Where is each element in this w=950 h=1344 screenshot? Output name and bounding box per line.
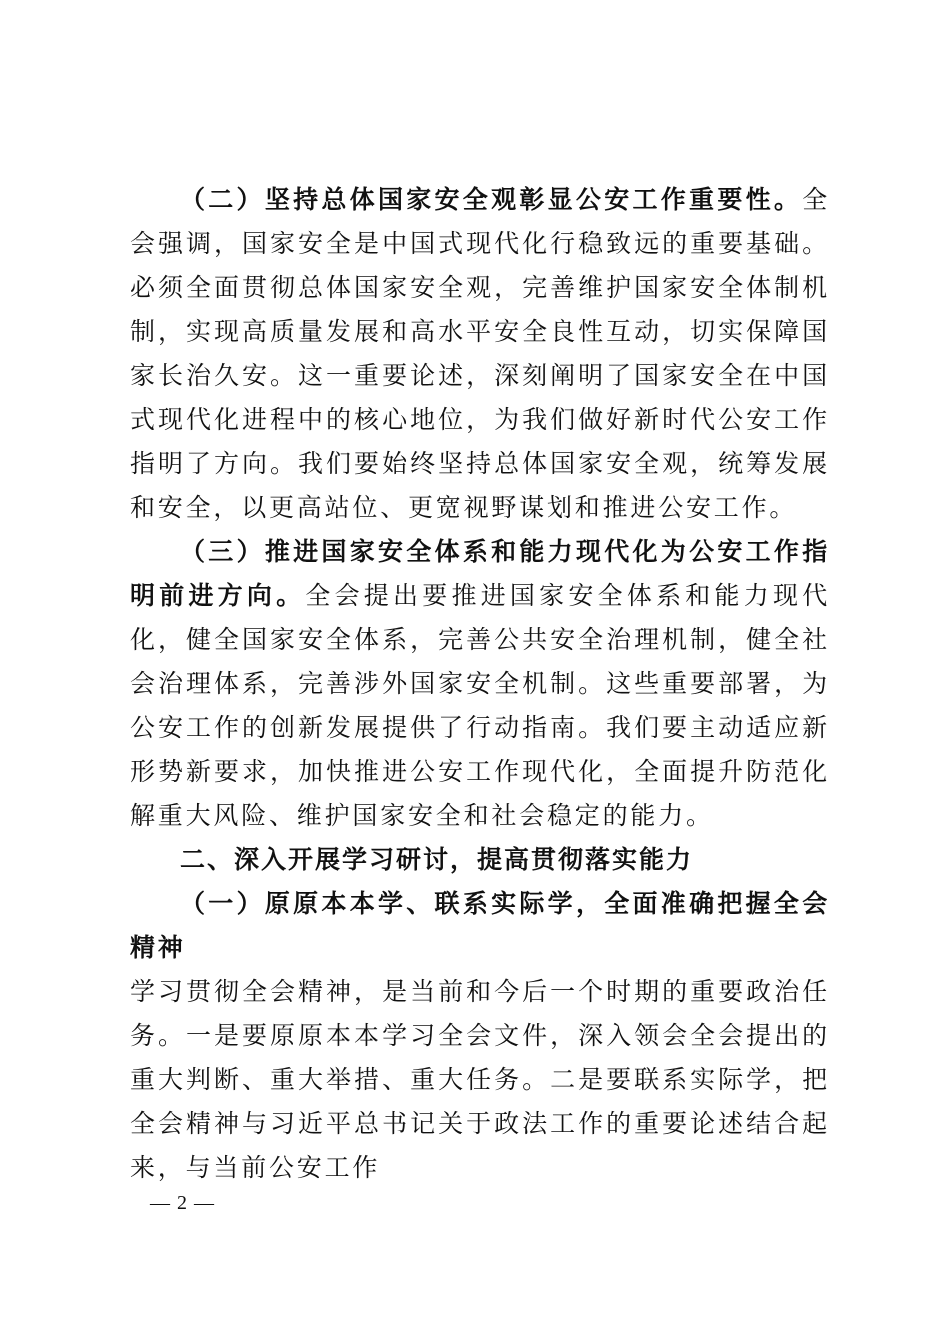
paragraph-national-security-outlook (130, 178, 830, 530)
chapter-heading: 二、深入开展学习研讨，提高贯彻落实能力 (180, 845, 694, 874)
document-body (130, 178, 830, 1190)
subheading-modernization: （三）推进国家安全体系和能力现代化为公安工作指明前进方向。 (130, 537, 830, 610)
paragraph-study (130, 882, 830, 970)
subheading-study: （一）原原本本学、联系实际学，全面准确把握全会精神 (130, 889, 830, 962)
paragraph-study-body: 学习贯彻全会精神，是当前和今后一个时期的重要政治任务。一是要原原本本学习全会文件，深入领会全会提出的重大判断、重大举措、重大任务。二是要联系实际学，把全会精神与习近平总书记关于政法工作的重要论述结合起来，与当前公安工作 (130, 977, 830, 1182)
page-number: — 2 — (150, 1192, 215, 1214)
subheading-national-security-outlook: （二）坚持总体国家安全观彰显公安工作重要性。 (180, 185, 803, 214)
paragraph-text: 全会强调，国家安全是中国式现代化行稳致远的重要基础。必须全面贯彻总体国家安全观，完善维护国家安全体制机制，实现高质量发展和高水平安全良性互动，切实保障国家长治久安。这一重要论述，深刻阐明了国家安全在中国式现代化进程中的核心地位，为我们做好新时代公安工作指明了方向。我们要始终坚持总体国家安全观，统筹发展和安全，以更高站位、更宽视野谋划和推进公安工作。 (130, 185, 830, 522)
paragraph-modernization (130, 530, 830, 838)
paragraph-text: 全会提出要推进国家安全体系和能力现代化，健全国家安全体系，完善公共安全治理机制，健全社会治理体系，完善涉外国家安全机制。这些重要部署，为公安工作的创新发展提供了行动指南。我们要主动适应新形势新要求，加快推进公安工作现代化，全面提升防范化解重大风险、维护国家安全和社会稳定的能力。 (130, 581, 830, 830)
